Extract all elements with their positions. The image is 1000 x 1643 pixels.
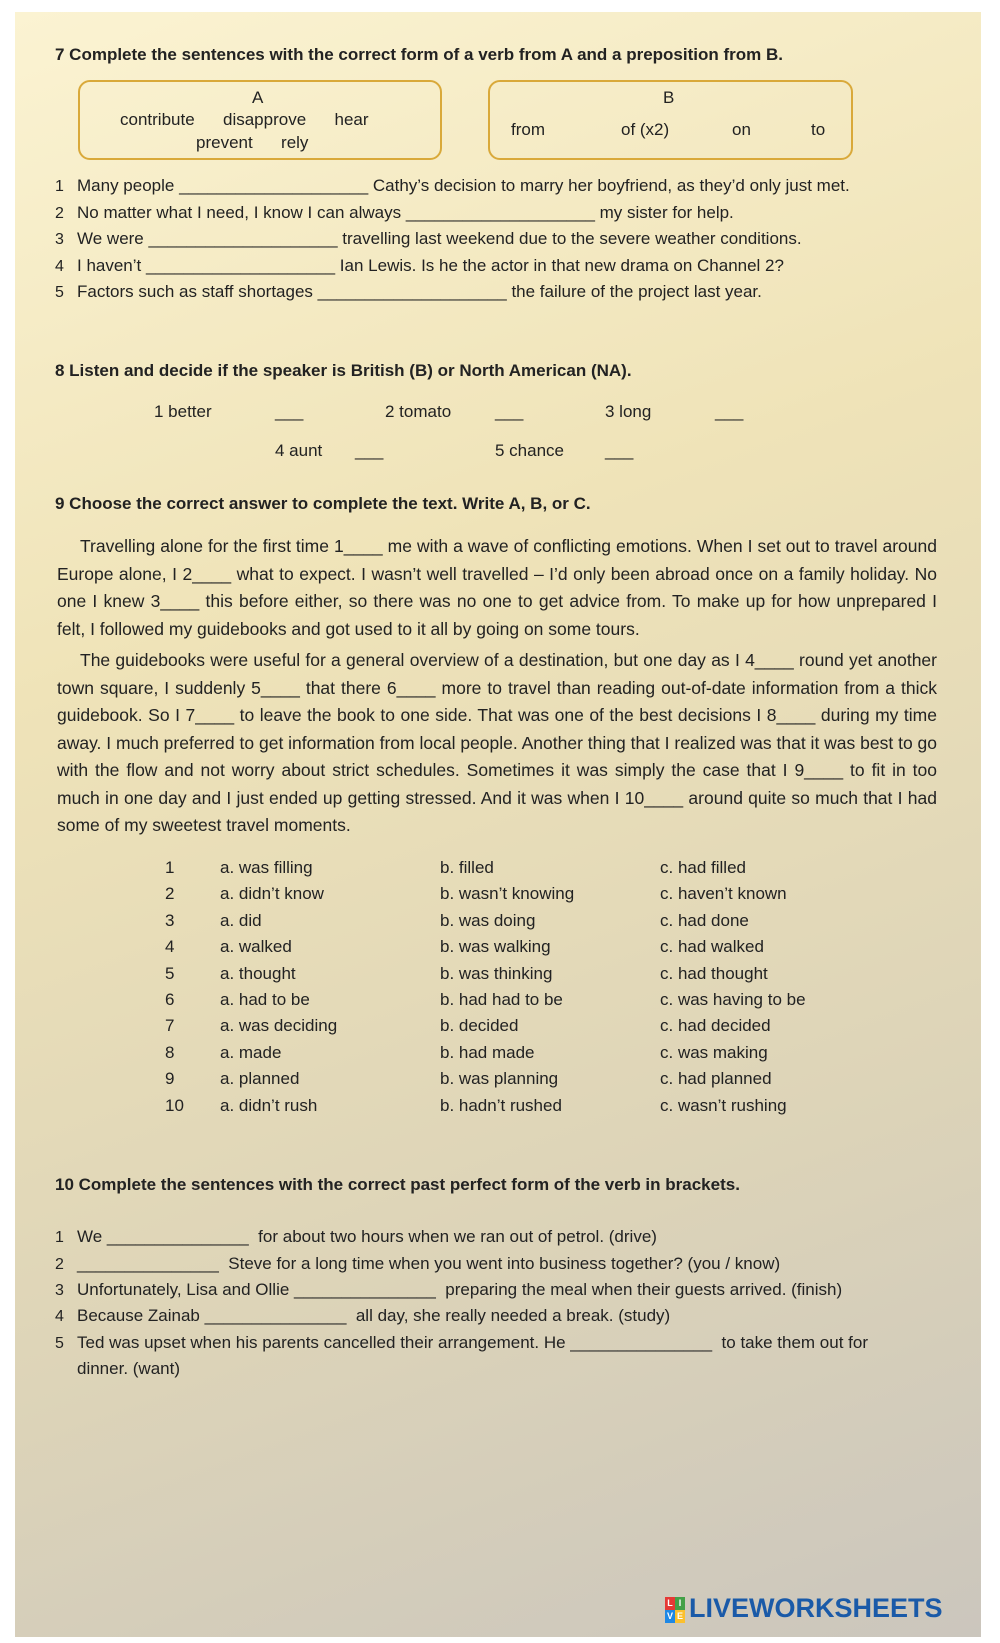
ex10-item-text-continued: dinner. (want) <box>77 1359 180 1378</box>
option-a[interactable]: a. did <box>220 910 262 930</box>
box-a-line2: prevent rely <box>196 133 309 152</box>
option-c[interactable]: c. was having to be <box>660 990 806 1009</box>
option-b[interactable]: b. wasn’t knowing <box>440 884 575 904</box>
option-c[interactable]: c. had done <box>660 910 749 930</box>
option-row-number: 7 <box>165 1016 175 1036</box>
box-b-heading: B <box>663 88 675 107</box>
worksheet-page <box>15 12 981 1637</box>
option-row-number: 10 <box>165 1095 184 1115</box>
ex8-answer-blank[interactable]: ___ <box>355 441 384 460</box>
option-c[interactable]: c. had planned <box>660 1069 772 1089</box>
ex10-item-number: 2 <box>55 1256 64 1273</box>
ex10-item-number: 4 <box>55 1308 64 1325</box>
ex8-answer-blank[interactable]: ___ <box>275 402 304 421</box>
ex10-item-number: 3 <box>55 1282 64 1299</box>
word-box-a <box>78 80 442 160</box>
option-b[interactable]: b. decided <box>440 1016 519 1036</box>
ex7-item-number: 4 <box>55 258 64 275</box>
box-b-word: on <box>732 120 751 139</box>
ex7-title: 7 Complete the sentences with the correct form of a verb from A and a preposition from B. <box>55 45 783 64</box>
option-a[interactable]: a. was deciding <box>220 1016 338 1036</box>
paragraph-text: Travelling alone for the first time 1____ me with a wave of conflicting emotions. When I set out to travel around Europe alone, I 2____ what to expect. I wasn’t well travelled – I’d only been abroad once on a family holiday. No one I knew 3____ this before either, so there was no one to get advice from. To make up for how unprepared I felt, I followed my guidebooks and got used to it all by going on some tours. <box>57 536 937 639</box>
box-a-heading: A <box>252 88 264 107</box>
option-c[interactable]: c. haven’t known <box>660 884 787 904</box>
option-row-number: 2 <box>165 884 175 904</box>
option-b[interactable]: b. hadn’t rushed <box>440 1095 562 1115</box>
word-box-b <box>488 80 853 160</box>
option-row-number: 4 <box>165 937 175 957</box>
brand-logo[interactable] <box>665 1592 965 1628</box>
option-a[interactable]: a. planned <box>220 1069 300 1089</box>
ex7-item-text[interactable]: Factors such as staff shortages ____________________ the failure of the project last year. <box>77 282 762 301</box>
ex8-answer-blank[interactable]: ___ <box>715 402 744 421</box>
option-a[interactable]: a. made <box>220 1042 282 1062</box>
option-row-number: 1 <box>165 858 175 877</box>
ex10-item-number: 5 <box>55 1335 64 1352</box>
ex7-item-number: 1 <box>55 178 64 195</box>
option-a[interactable]: a. had to be <box>220 990 310 1009</box>
ex7-item-number: 3 <box>55 231 64 248</box>
option-a[interactable]: a. didn’t rush <box>220 1095 318 1115</box>
option-a[interactable]: a. walked <box>220 937 292 957</box>
option-b[interactable]: b. had had to be <box>440 990 563 1009</box>
ex10-item-number: 1 <box>55 1229 64 1246</box>
ex7-item-text[interactable]: I haven’t ____________________ Ian Lewis. Is he the actor in that new drama on Channel 2? <box>77 256 784 275</box>
box-b-word: to <box>811 120 826 139</box>
ex8-word: 4 aunt <box>275 441 323 460</box>
box-b-word: from <box>511 120 545 139</box>
option-b[interactable]: b. was planning <box>440 1069 559 1089</box>
box-b-word: of (x2) <box>621 120 670 139</box>
ex10-item-text[interactable]: Ted was upset when his parents cancelled their arrangement. He _______________ to take them out for <box>77 1333 869 1352</box>
ex7-item-number: 5 <box>55 284 64 301</box>
ex9-title: 9 Choose the correct answer to complete the text. Write A, B, or C. <box>55 494 591 513</box>
ex7-item-text[interactable]: We were ____________________ travelling last weekend due to the severe weather conditions. <box>77 229 802 248</box>
ex9-text-paragraph-1 <box>57 533 937 643</box>
option-a[interactable]: a. thought <box>220 963 296 983</box>
paragraph-text: The guidebooks were useful for a general overview of a destination, but one day as I 4____ round yet another town square, I suddenly 5____ that there 6____ more to travel than reading out-of-date information from a thick guidebook. So I 7____ to leave the book to one side. That was one of the best decisions I 8____ during my time away. I much preferred to get information from local people. Another thing that I realized was that it was best to go with the flow and not worry about strict schedules. Sometimes it was simply the case that I 9____ to fit in too much in one day and I just ended up getting stressed. And it was when I 10____ around quite so much that I had some of my sweetest travel moments. <box>57 650 938 835</box>
option-a[interactable]: a. was filling <box>220 858 313 877</box>
option-c[interactable]: c. had filled <box>660 858 746 877</box>
option-b[interactable]: b. was thinking <box>440 963 553 983</box>
option-c[interactable]: c. had decided <box>660 1016 771 1036</box>
option-row-number: 5 <box>165 963 175 983</box>
option-b[interactable]: b. was doing <box>440 910 536 930</box>
ex8-word: 1 better <box>154 402 212 421</box>
box-a-line1: contribute disapprove hear <box>120 110 369 129</box>
option-c[interactable]: c. was making <box>660 1042 768 1062</box>
option-b[interactable]: b. had made <box>440 1042 535 1062</box>
ex10-item-text[interactable]: _______________ Steve for a long time when you went into business together? (you / know) <box>77 1254 781 1273</box>
brand-mark-icon: L I V E <box>666 1598 683 1621</box>
ex7-item-text[interactable]: Many people ____________________ Cathy’s decision to marry her boyfriend, as they’d only just met. <box>77 176 850 195</box>
ex8-word: 5 chance <box>495 441 564 460</box>
ex8-word: 3 long <box>605 402 652 421</box>
ex8-word: 2 tomato <box>385 402 452 421</box>
option-c[interactable]: c. had walked <box>660 937 764 957</box>
ex7-item-number: 2 <box>55 205 64 222</box>
option-c[interactable]: c. had thought <box>660 963 768 983</box>
ex9-text-paragraph-2 <box>57 647 937 840</box>
ex8-title: 8 Listen and decide if the speaker is British (B) or North American (NA). <box>55 361 632 380</box>
ex8-answer-blank[interactable]: ___ <box>605 441 634 460</box>
ex10-item-text[interactable]: Unfortunately, Lisa and Ollie _______________ preparing the meal when their guests arrived. (finish) <box>77 1280 843 1299</box>
option-row-number: 6 <box>165 990 175 1009</box>
option-row-number: 3 <box>165 910 175 930</box>
option-a[interactable]: a. didn’t know <box>220 884 324 904</box>
brand-name: LIVEWORKSHEETS <box>689 1593 943 1623</box>
option-row-number: 8 <box>165 1042 175 1062</box>
option-row-number: 9 <box>165 1069 175 1089</box>
ex10-title: 10 Complete the sentences with the correct past perfect form of the verb in brackets. <box>55 1175 740 1194</box>
option-b[interactable]: b. was walking <box>440 937 551 957</box>
ex10-item-text[interactable]: Because Zainab _______________ all day, she really needed a break. (study) <box>77 1306 671 1325</box>
ex10-item-text[interactable]: We _______________ for about two hours when we ran out of petrol. (drive) <box>77 1227 657 1246</box>
option-b[interactable]: b. filled <box>440 858 494 877</box>
ex7-item-text[interactable]: No matter what I need, I know I can always ____________________ my sister for help. <box>77 203 734 222</box>
ex8-answer-blank[interactable]: ___ <box>495 402 524 421</box>
option-c[interactable]: c. wasn’t rushing <box>660 1095 787 1115</box>
